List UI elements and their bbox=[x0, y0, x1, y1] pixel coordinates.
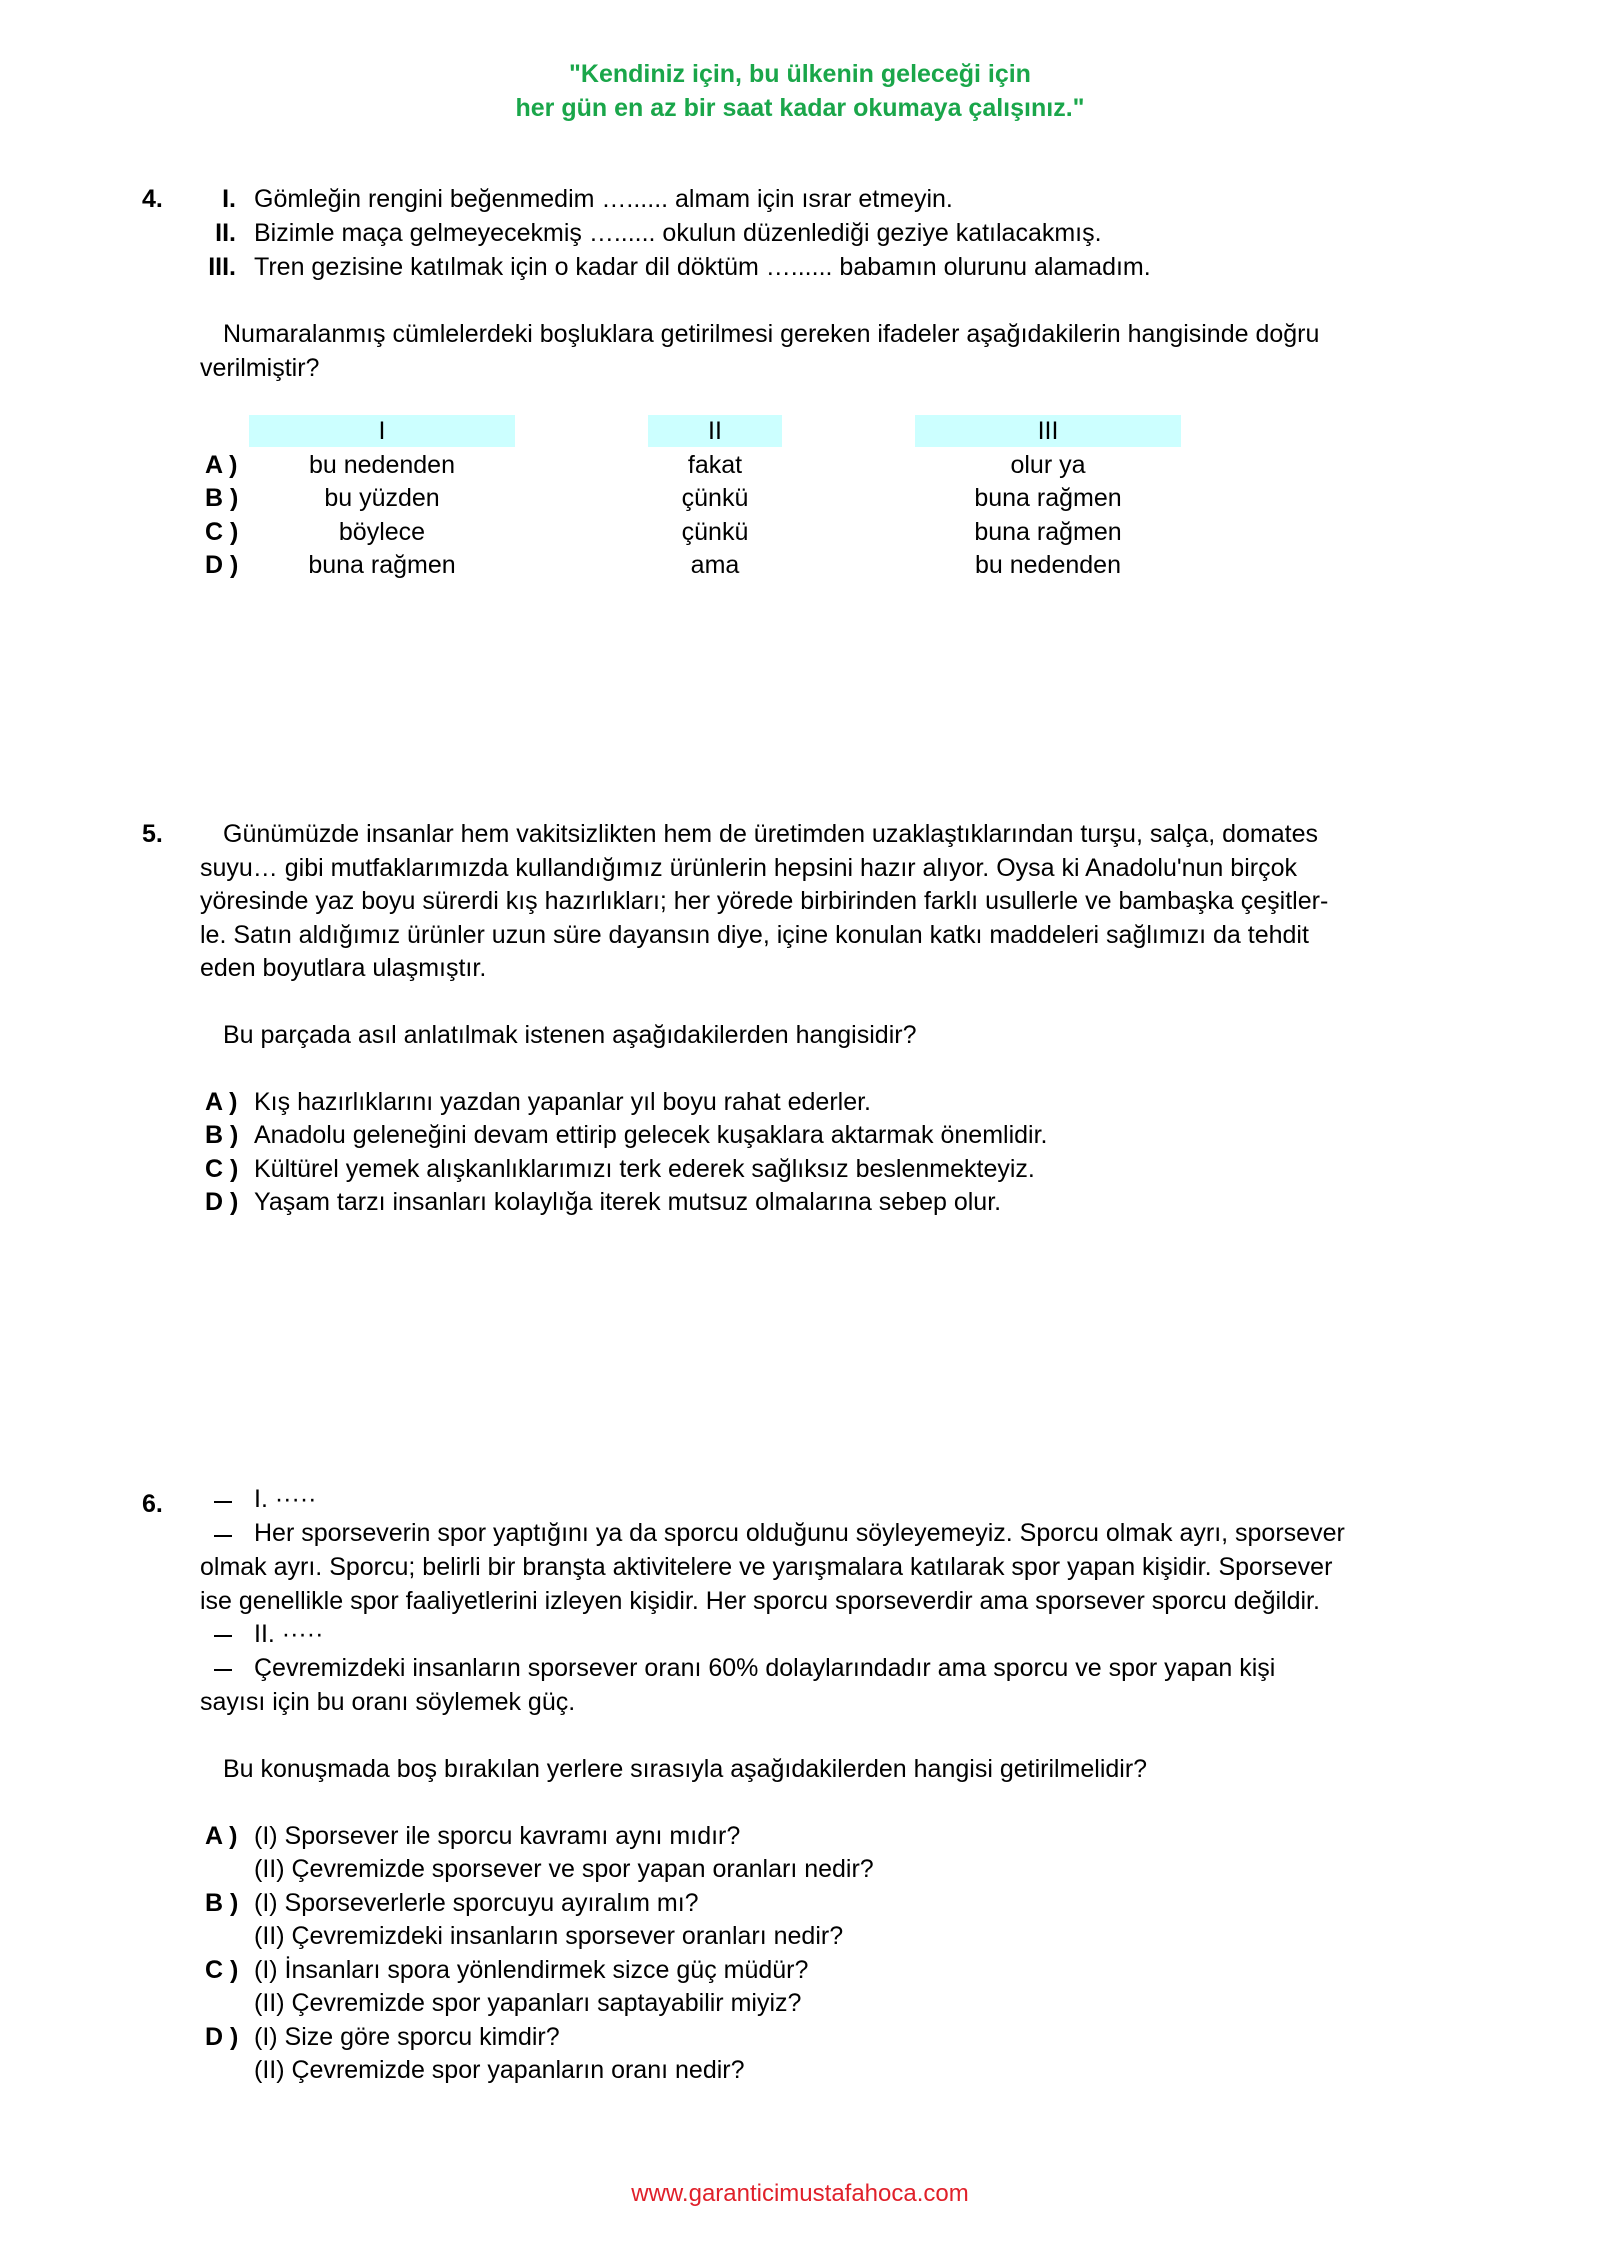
option-a-text[interactable]: Kış hazırlıklarını yazdan yapanlar yıl boyu rahat ederler. bbox=[254, 1088, 871, 1116]
option-a-line2[interactable]: (II) Çevremizde sporsever ve spor yapan oranları nedir? bbox=[254, 1855, 874, 1883]
dialogue-reply-1-line3: ise genellikle spor faaliyetlerini izleyen kişidir. Her sporcu sporseverdir ama sporsever sporcu değildir. bbox=[200, 1587, 1320, 1615]
header-quote-line1: "Kendiniz için, bu ülkenin geleceği için bbox=[569, 60, 1031, 88]
option-letter-b[interactable]: B ) bbox=[205, 1121, 239, 1149]
option-d-text[interactable]: Yaşam tarzı insanları kolaylığa iterek mutsuz olmalarına sebep olur. bbox=[254, 1188, 1002, 1216]
passage-line-3: yöresinde yaz boyu sürerdi kış hazırlıkları; her yörede birbirinden farklı usullerle ve bambaşka çeşitler- bbox=[200, 887, 1329, 915]
option-d-col3: bu nedenden bbox=[975, 551, 1121, 579]
option-c-col3: buna rağmen bbox=[974, 518, 1122, 546]
option-d-line2[interactable]: (II) Çevremizde spor yapanların oranı nedir? bbox=[254, 2056, 745, 2084]
option-c-col2: çünkü bbox=[681, 518, 749, 546]
option-letter-c[interactable]: C ) bbox=[205, 1155, 239, 1183]
option-b-text[interactable]: Anadolu geleneğini devam ettirip gelecek kuşaklara aktarmak önemlidir. bbox=[254, 1121, 1048, 1149]
option-b-col3: buna rağmen bbox=[974, 484, 1122, 512]
dialogue-reply-1-line2: olmak ayrı. Sporcu; belirli bir branşta aktivitelere ve yarışmalara katılarak spor yapan kişidir. Sporsever bbox=[200, 1553, 1333, 1581]
option-d-col2: ama bbox=[690, 551, 740, 579]
option-letter-b[interactable]: B ) bbox=[205, 1889, 239, 1917]
question-5-number: 5. bbox=[142, 820, 163, 848]
statement-text-2: Bizimle maça gelmeyecekmiş …...... okulun düzenlediği geziye katılacakmış. bbox=[254, 219, 1102, 247]
dialogue-dash-1 bbox=[214, 1501, 232, 1503]
question-5-prompt: Bu parçada asıl anlatılmak istenen aşağıdakilerden hangisidir? bbox=[223, 1021, 917, 1049]
dialogue-blank-1: I. ····· bbox=[254, 1485, 317, 1513]
option-letter-d[interactable]: D ) bbox=[205, 2023, 239, 2051]
question-6-number: 6. bbox=[142, 1490, 163, 1518]
dialogue-dash-4 bbox=[214, 1669, 232, 1671]
option-letter-c[interactable]: C ) bbox=[205, 1956, 239, 1984]
dialogue-reply-2-line1: Çevremizdeki insanların sporsever oranı 60% dolaylarındadır ama sporcu ve spor yapan kişi bbox=[254, 1654, 1276, 1682]
question-4-prompt-line2: verilmiştir? bbox=[200, 354, 320, 382]
dialogue-reply-2-line2: sayısı için bu oranı söylemek güç. bbox=[200, 1688, 576, 1716]
option-b-col2: çünkü bbox=[681, 484, 749, 512]
option-letter-a[interactable]: A ) bbox=[205, 1822, 238, 1850]
option-d-line1[interactable]: (I) Size göre sporcu kimdir? bbox=[254, 2023, 560, 2051]
option-letter-d[interactable]: D ) bbox=[205, 1188, 239, 1216]
option-a-col2: fakat bbox=[687, 451, 743, 479]
table-header-iii: III bbox=[915, 415, 1181, 447]
statement-text-1: Gömleğin rengini beğenmedim …...... almam için ısrar etmeyin. bbox=[254, 185, 953, 213]
option-d-col1: buna rağmen bbox=[308, 551, 456, 579]
statement-roman-1: I. bbox=[222, 185, 236, 213]
option-letter-c[interactable]: C ) bbox=[205, 518, 239, 546]
option-b-line1[interactable]: (I) Sporseverlerle sporcuyu ayıralım mı? bbox=[254, 1889, 699, 1917]
option-c-text[interactable]: Kültürel yemek alışkanlıklarımızı terk ederek sağlıksız beslenmekteyiz. bbox=[254, 1155, 1035, 1183]
option-b-line2[interactable]: (II) Çevremizdeki insanların sporsever oranları nedir? bbox=[254, 1922, 844, 1950]
question-4-number: 4. bbox=[142, 185, 163, 213]
passage-line-5: eden boyutlara ulaşmıştır. bbox=[200, 954, 487, 982]
option-c-col1: böylece bbox=[338, 518, 426, 546]
passage-line-4: le. Satın aldığımız ürünler uzun süre dayansın diye, içine konulan katkı maddeleri sağlımızı da tehdit bbox=[200, 921, 1309, 949]
footer-website-link[interactable]: www.garanticimustafahoca.com bbox=[631, 2180, 969, 2207]
table-header-ii: II bbox=[648, 415, 782, 447]
question-4-prompt-line1: Numaralanmış cümlelerdeki boşluklara getirilmesi gereken ifadeler aşağıdakilerin hangisinde doğru bbox=[223, 320, 1320, 348]
option-a-col3: olur ya bbox=[1010, 451, 1086, 479]
option-letter-a[interactable]: A ) bbox=[205, 1088, 238, 1116]
table-header-i: I bbox=[249, 415, 515, 447]
question-6-prompt: Bu konuşmada boş bırakılan yerlere sırasıyla aşağıdakilerden hangisi getirilmelidir? bbox=[223, 1755, 1148, 1783]
option-c-line1[interactable]: (I) İnsanları spora yönlendirmek sizce güç müdür? bbox=[254, 1956, 809, 1984]
dialogue-reply-1-line1: Her sporseverin spor yaptığını ya da sporcu olduğunu söyleyemeyiz. Sporcu olmak ayrı, sporsever bbox=[254, 1519, 1345, 1547]
passage-line-1: Günümüzde insanlar hem vakitsizlikten hem de üretimden uzaklaştıklarından turşu, salça, domates bbox=[223, 820, 1318, 848]
option-a-col1: bu nedenden bbox=[309, 451, 455, 479]
statement-text-3: Tren gezisine katılmak için o kadar dil döktüm …...... babamın olurunu alamadım. bbox=[254, 253, 1151, 281]
option-letter-a[interactable]: A ) bbox=[205, 451, 238, 479]
option-c-line2[interactable]: (II) Çevremizde spor yapanları saptayabilir miyiz? bbox=[254, 1989, 802, 2017]
option-a-line1[interactable]: (I) Sporsever ile sporcu kavramı aynı mıdır? bbox=[254, 1822, 741, 1850]
passage-line-2: suyu… gibi mutfaklarımızda kullandığımız ürünlerin hepsini hazır alıyor. Oysa ki Anadolu'nun birçok bbox=[200, 854, 1297, 882]
option-b-col1: bu yüzden bbox=[324, 484, 440, 512]
header-quote-line2: her gün en az bir saat kadar okumaya çalışınız." bbox=[515, 94, 1085, 122]
dialogue-dash-3 bbox=[214, 1635, 232, 1637]
option-letter-d[interactable]: D ) bbox=[205, 551, 239, 579]
dialogue-dash-2 bbox=[214, 1535, 232, 1537]
option-letter-b[interactable]: B ) bbox=[205, 484, 239, 512]
statement-roman-3: III. bbox=[208, 253, 236, 281]
dialogue-blank-2: II. ····· bbox=[254, 1620, 324, 1648]
statement-roman-2: II. bbox=[215, 219, 236, 247]
